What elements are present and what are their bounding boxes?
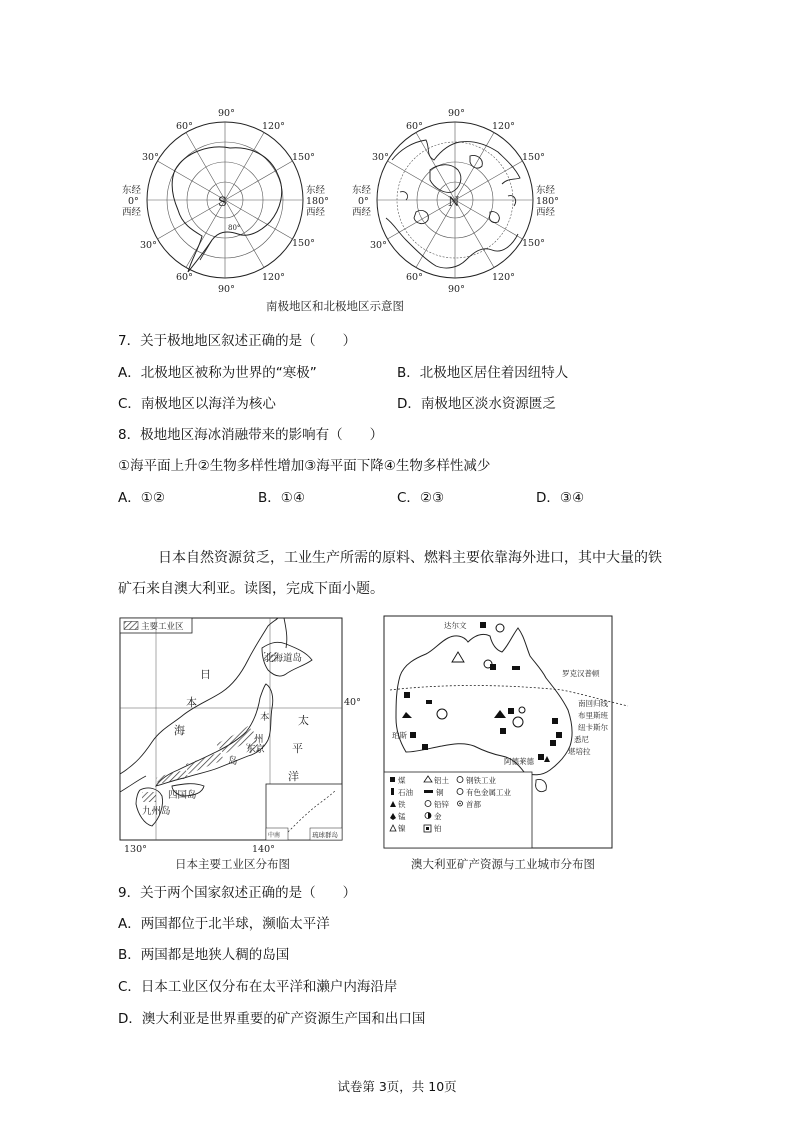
svg-text:0°: 0° [358, 196, 369, 207]
svg-text:180°: 180° [536, 196, 559, 207]
svg-text:150°: 150° [292, 238, 315, 249]
q8-stem: 8．极地地区海冰消融带来的影响有（ ） [118, 427, 384, 443]
svg-text:60°: 60° [406, 272, 423, 283]
svg-text:煤: 煤 [398, 776, 406, 785]
svg-text:锰: 锰 [398, 812, 406, 821]
q7-option-d[interactable]: D．南极地区淡水资源匮乏 [397, 396, 556, 412]
svg-text:南回归线: 南回归线 [578, 699, 608, 708]
svg-text:布里斯班: 布里斯班 [578, 711, 608, 720]
svg-text:阿德莱德: 阿德莱德 [504, 757, 534, 766]
svg-text:西经: 西经 [122, 207, 142, 218]
svg-text:岛: 岛 [228, 756, 238, 767]
south-pole-label: S [218, 195, 227, 210]
svg-text:镍: 镍 [398, 824, 406, 833]
svg-text:平: 平 [292, 742, 303, 755]
svg-text:120°: 120° [492, 272, 515, 283]
svg-text:60°: 60° [176, 121, 193, 132]
q9-option-c[interactable]: C．日本工业区仅分布在太平洋和濑户内海沿岸 [118, 979, 398, 995]
australia-map-caption: 澳大利亚矿产资源与工业城市分布图 [411, 857, 595, 871]
japan-map [116, 614, 372, 874]
svg-text:太: 太 [298, 714, 309, 727]
svg-text:日: 日 [200, 668, 211, 681]
svg-text:海: 海 [174, 724, 185, 737]
svg-text:堪培拉: 堪培拉 [568, 747, 591, 756]
svg-text:120°: 120° [492, 121, 515, 132]
svg-text:铂: 铂 [434, 824, 442, 833]
antarctica-coast [172, 147, 282, 272]
passage-line-2: 矿石来自澳大利亚。读图，完成下面小题。 [118, 581, 384, 597]
svg-text:30°: 30° [372, 152, 389, 163]
svg-text:悉尼: 悉尼 [574, 735, 589, 744]
q7-stem: 7．关于极地地区叙述正确的是（ ） [118, 333, 357, 349]
japan-map-caption: 日本主要工业区分布图 [175, 857, 290, 871]
hokkaido-label: 北海道岛 [264, 653, 303, 664]
north-polar-map [377, 122, 533, 278]
q9-option-d[interactable]: D．澳大利亚是世界重要的矿产资源生产国和出口国 [118, 1011, 426, 1027]
svg-text:纽卡斯尔: 纽卡斯尔 [578, 723, 608, 732]
svg-text:东经: 东经 [536, 185, 556, 196]
q8-option-b[interactable]: B．①④ [258, 490, 305, 506]
svg-text:铝土: 铝土 [434, 776, 449, 785]
svg-text:90°: 90° [448, 108, 465, 119]
svg-text:铜: 铜 [436, 788, 444, 797]
svg-text:60°: 60° [176, 272, 193, 283]
svg-text:90°: 90° [448, 284, 465, 295]
svg-text:西经: 西经 [306, 207, 326, 218]
q7-option-b[interactable]: B．北极地区居住着因纽特人 [397, 365, 569, 381]
svg-text:90°: 90° [218, 284, 235, 295]
svg-text:琉球群岛: 琉球群岛 [312, 831, 338, 839]
svg-text:四国岛: 四国岛 [168, 790, 197, 801]
svg-text:140°: 140° [252, 844, 275, 855]
svg-text:金: 金 [434, 812, 442, 821]
svg-text:达尔文: 达尔文 [444, 621, 467, 630]
svg-text:120°: 120° [262, 121, 285, 132]
australia-legend [384, 772, 532, 848]
australia-map [382, 614, 630, 854]
svg-text:罗克汉普顿: 罗克汉普顿 [562, 669, 600, 678]
svg-text:150°: 150° [292, 152, 315, 163]
north-pole-label: N [448, 195, 460, 210]
svg-text:东经: 东经 [122, 185, 142, 196]
q9-option-a[interactable]: A．两国都位于北半球，濒临太平洋 [118, 916, 330, 932]
svg-text:洋: 洋 [288, 770, 299, 783]
svg-text:东经: 东经 [306, 185, 326, 196]
passage-line-1: 日本自然资源贫乏，工业生产所需的原料、燃料主要依靠海外进口，其中大量的铁 [158, 550, 662, 566]
svg-text:中南: 中南 [268, 832, 281, 839]
q8-option-c[interactable]: C．②③ [397, 490, 445, 506]
svg-text:150°: 150° [522, 152, 545, 163]
japan-inset [266, 784, 342, 840]
svg-text:九州岛: 九州岛 [142, 806, 171, 817]
svg-text:本: 本 [260, 712, 270, 723]
svg-text:主要工业区: 主要工业区 [141, 622, 184, 632]
svg-text:60°: 60° [406, 121, 423, 132]
svg-text:首都: 首都 [466, 800, 481, 809]
svg-text:90°: 90° [218, 108, 235, 119]
svg-text:州: 州 [254, 734, 264, 745]
q7-option-a[interactable]: A．北极地区被称为世界的“寒极” [118, 365, 317, 381]
q9-stem: 9．关于两个国家叙述正确的是（ ） [118, 885, 357, 901]
q8-items: ①海平面上升②生物多样性增加③海平面下降④生物多样性减少 [118, 458, 491, 474]
svg-text:本: 本 [186, 696, 197, 709]
svg-text:0°: 0° [128, 196, 139, 207]
svg-text:180°: 180° [306, 196, 329, 207]
svg-text:东经: 东经 [352, 185, 372, 196]
polar-maps-figure [122, 100, 570, 300]
svg-text:西经: 西经 [536, 207, 556, 218]
svg-text:30°: 30° [370, 240, 387, 251]
svg-text:石油: 石油 [398, 788, 413, 797]
svg-text:30°: 30° [142, 152, 159, 163]
svg-text:40°: 40° [344, 697, 361, 708]
svg-text:有色金属工业: 有色金属工业 [466, 788, 511, 797]
svg-text:30°: 30° [140, 240, 157, 251]
polar-figure-caption: 南极地区和北极地区示意图 [266, 299, 404, 313]
page-footer: 试卷第 3页，共 10页 [337, 1079, 457, 1094]
svg-text:珀斯: 珀斯 [392, 731, 407, 740]
svg-text:钢铁工业: 钢铁工业 [466, 776, 496, 785]
south-polar-map [147, 122, 303, 278]
svg-text:120°: 120° [262, 272, 285, 283]
q8-option-d[interactable]: D．③④ [536, 490, 585, 506]
svg-text:150°: 150° [522, 238, 545, 249]
svg-text:铅锌: 铅锌 [434, 800, 449, 809]
svg-text:东京: 东京 [246, 744, 266, 755]
q7-option-c[interactable]: C．南极地区以海洋为核心 [118, 396, 276, 412]
lat-80-label: 80° [228, 224, 241, 232]
q8-option-a[interactable]: A．①② [118, 490, 165, 506]
svg-text:130°: 130° [124, 844, 147, 855]
svg-text:铁: 铁 [398, 800, 406, 809]
q9-option-b[interactable]: B．两国都是地狭人稠的岛国 [118, 947, 290, 963]
svg-text:西经: 西经 [352, 207, 372, 218]
